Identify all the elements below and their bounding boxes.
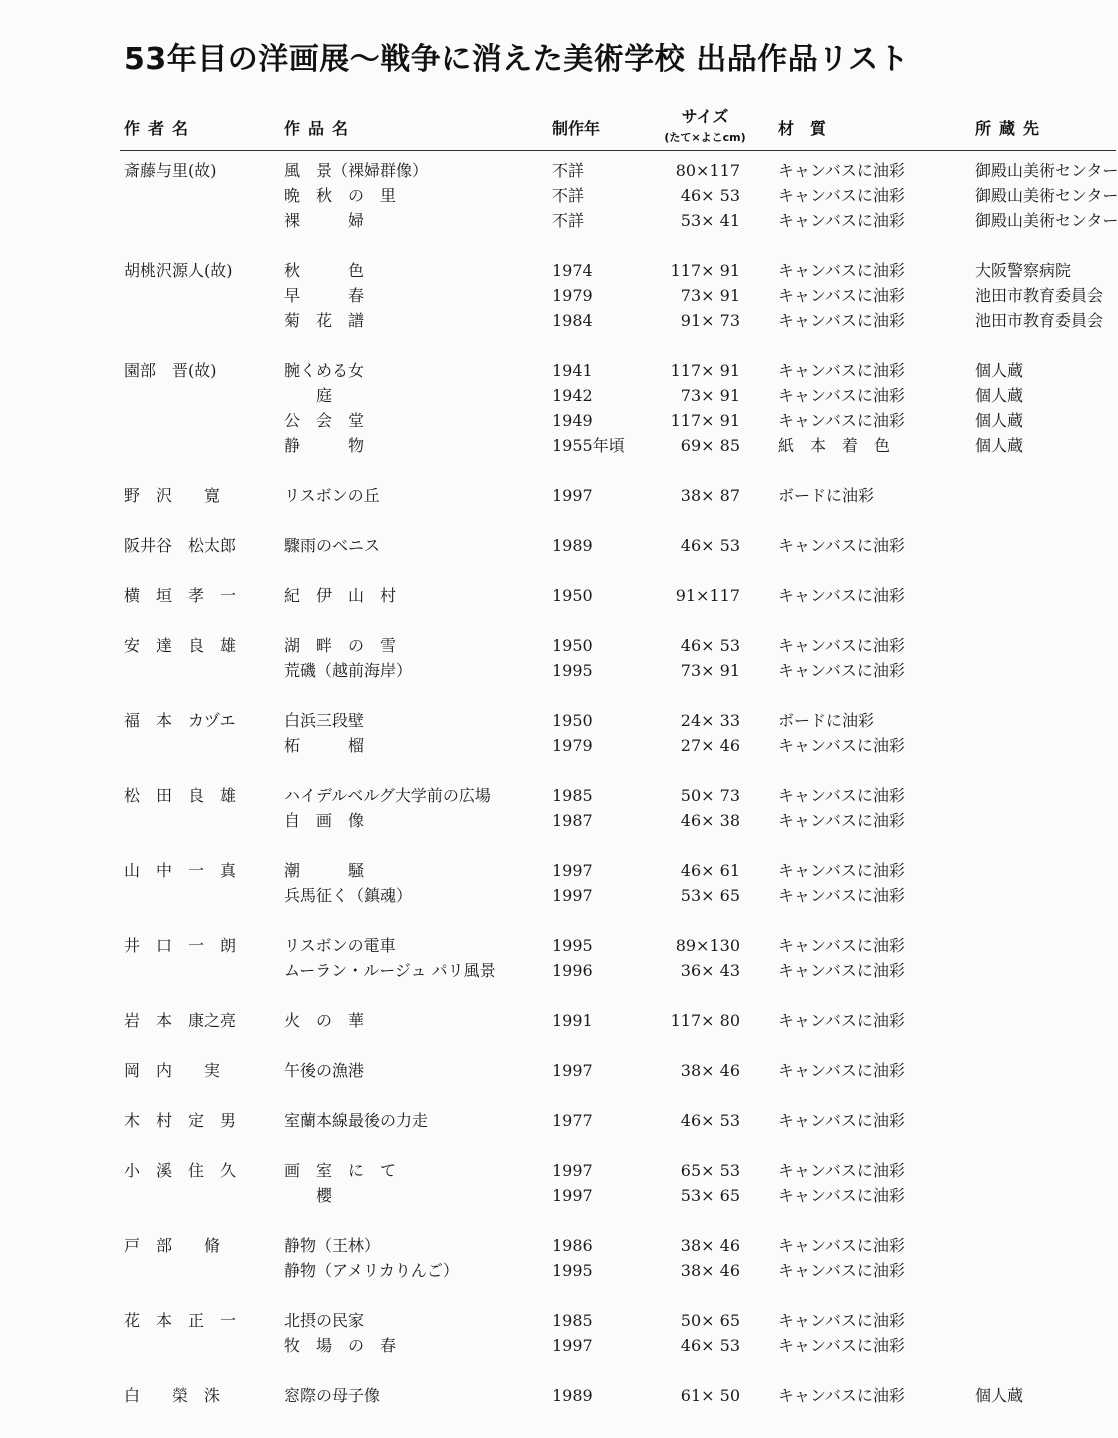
cell-year: 1985 bbox=[552, 1311, 593, 1330]
cell-material: キャンバスに油彩 bbox=[778, 861, 905, 880]
cell-owner: 個人蔵 bbox=[975, 361, 1024, 380]
cell-material: キャンバスに油彩 bbox=[778, 411, 905, 430]
cell-work: リスボンの丘 bbox=[284, 486, 380, 505]
header-material: 材 質 bbox=[778, 119, 827, 138]
cell-material: ボードに油彩 bbox=[778, 486, 875, 505]
cell-artist: 山 中 一 真 bbox=[124, 861, 237, 880]
cell-size: 53× 41 bbox=[680, 211, 740, 230]
cell-year: 1991 bbox=[552, 1011, 593, 1030]
cell-year: 1995 bbox=[552, 936, 593, 955]
cell-owner: 池田市教育委員会 bbox=[975, 286, 1104, 305]
cell-year: 1997 bbox=[552, 886, 593, 905]
cell-size: 117× 80 bbox=[670, 1011, 740, 1030]
cell-work: 潮 騒 bbox=[284, 861, 365, 880]
cell-year: 1979 bbox=[552, 736, 593, 755]
cell-size: 80×117 bbox=[675, 161, 740, 180]
cell-work: 荒磯（越前海岸） bbox=[284, 661, 413, 680]
cell-artist: 木 村 定 男 bbox=[124, 1111, 237, 1130]
table-row bbox=[0, 308, 1118, 333]
cell-work: 庭 bbox=[284, 386, 333, 405]
cell-year: 不詳 bbox=[552, 186, 585, 205]
cell-size: 36× 43 bbox=[680, 961, 740, 980]
cell-work: 火 の 華 bbox=[284, 1011, 365, 1030]
cell-work: 驟雨のベニス bbox=[284, 536, 381, 555]
cell-owner: 個人蔵 bbox=[975, 386, 1024, 405]
cell-material: キャンバスに油彩 bbox=[778, 161, 905, 180]
cell-material: ボードに油彩 bbox=[778, 711, 875, 730]
cell-material: キャンバスに油彩 bbox=[778, 636, 905, 655]
cell-year: 1997 bbox=[552, 1161, 593, 1180]
cell-year: 1979 bbox=[552, 286, 593, 305]
cell-size: 46× 61 bbox=[680, 861, 740, 880]
cell-work: ムーラン・ルージュ パリ風景 bbox=[284, 961, 496, 980]
table-row bbox=[0, 1008, 1118, 1033]
cell-size: 61× 50 bbox=[680, 1386, 740, 1405]
table-row bbox=[0, 933, 1118, 958]
table-row bbox=[0, 883, 1118, 908]
cell-material: キャンバスに油彩 bbox=[778, 586, 905, 605]
cell-year: 1997 bbox=[552, 1061, 593, 1080]
table-row bbox=[0, 433, 1118, 458]
cell-material: キャンバスに油彩 bbox=[778, 961, 905, 980]
page-title: 53年目の洋画展～戦争に消えた美術学校 出品作品リスト bbox=[124, 42, 910, 77]
table-row bbox=[0, 658, 1118, 683]
cell-material: キャンバスに油彩 bbox=[778, 261, 905, 280]
cell-work: 静 物 bbox=[284, 436, 365, 455]
cell-size: 117× 91 bbox=[670, 261, 740, 280]
cell-year: 1995 bbox=[552, 661, 593, 680]
cell-work: 櫻 bbox=[284, 1186, 333, 1205]
table-row bbox=[0, 1158, 1118, 1183]
cell-artist: 戸 部 脩 bbox=[124, 1236, 221, 1255]
cell-material: キャンバスに油彩 bbox=[778, 661, 905, 680]
cell-material: キャンバスに油彩 bbox=[778, 211, 905, 230]
cell-owner: 個人蔵 bbox=[975, 411, 1024, 430]
cell-material: キャンバスに油彩 bbox=[778, 1186, 905, 1205]
cell-year: 1997 bbox=[552, 1186, 593, 1205]
cell-work: 牧 場 の 春 bbox=[284, 1336, 397, 1355]
table-row bbox=[0, 1183, 1118, 1208]
table-row bbox=[0, 1383, 1118, 1408]
cell-size: 46× 38 bbox=[680, 811, 740, 830]
table-row bbox=[0, 1058, 1118, 1083]
cell-artist: 小 溪 住 久 bbox=[124, 1161, 237, 1180]
cell-size: 117× 91 bbox=[670, 411, 740, 430]
cell-size: 27× 46 bbox=[680, 736, 740, 755]
table-row bbox=[0, 283, 1118, 308]
cell-size: 73× 91 bbox=[680, 286, 740, 305]
cell-material: キャンバスに油彩 bbox=[778, 311, 905, 330]
cell-work: 湖 畔 の 雪 bbox=[284, 636, 397, 655]
cell-year: 1941 bbox=[552, 361, 593, 380]
cell-size: 46× 53 bbox=[680, 186, 740, 205]
cell-size: 53× 65 bbox=[680, 886, 740, 905]
cell-size: 53× 65 bbox=[680, 1186, 740, 1205]
cell-size: 50× 73 bbox=[680, 786, 740, 805]
cell-artist: 横 垣 孝 一 bbox=[124, 586, 237, 605]
cell-year: 1955年頃 bbox=[552, 436, 625, 455]
cell-size: 73× 91 bbox=[680, 661, 740, 680]
cell-material: キャンバスに油彩 bbox=[778, 1161, 905, 1180]
cell-material: キャンバスに油彩 bbox=[778, 386, 905, 405]
cell-work: 自 画 像 bbox=[284, 811, 365, 830]
cell-work: ハイデルベルグ大学前の広場 bbox=[284, 786, 491, 805]
table-row bbox=[0, 1233, 1118, 1258]
cell-year: 1942 bbox=[552, 386, 593, 405]
table-row bbox=[0, 408, 1118, 433]
cell-artist: 白 榮 洙 bbox=[124, 1386, 221, 1405]
cell-year: 1989 bbox=[552, 1386, 593, 1405]
cell-year: 1997 bbox=[552, 486, 593, 505]
cell-size: 117× 91 bbox=[670, 361, 740, 380]
cell-material: キャンバスに油彩 bbox=[778, 1311, 905, 1330]
cell-artist: 岡 内 実 bbox=[124, 1061, 221, 1080]
cell-work: 静物（王林） bbox=[284, 1236, 381, 1255]
cell-material: キャンバスに油彩 bbox=[778, 1336, 905, 1355]
cell-owner: 御殿山美術センター bbox=[975, 211, 1118, 230]
cell-artist: 岩 本 康之亮 bbox=[124, 1011, 237, 1030]
header-year: 制作年 bbox=[552, 119, 601, 138]
cell-size: 38× 46 bbox=[680, 1261, 740, 1280]
cell-year: 1987 bbox=[552, 811, 593, 830]
cell-work: 兵馬征く（鎮魂） bbox=[284, 886, 413, 905]
cell-year: 1996 bbox=[552, 961, 593, 980]
table-row bbox=[0, 483, 1118, 508]
cell-owner: 池田市教育委員会 bbox=[975, 311, 1104, 330]
table-row bbox=[0, 533, 1118, 558]
cell-work: 裸 婦 bbox=[284, 211, 365, 230]
table-row bbox=[0, 383, 1118, 408]
cell-owner: 個人蔵 bbox=[975, 1386, 1024, 1405]
cell-material: キャンバスに油彩 bbox=[778, 1011, 905, 1030]
cell-artist: 胡桃沢源人(故) bbox=[124, 261, 233, 280]
table-row bbox=[0, 258, 1118, 283]
cell-year: 1989 bbox=[552, 536, 593, 555]
cell-material: キャンバスに油彩 bbox=[778, 1111, 905, 1130]
cell-size: 46× 53 bbox=[680, 1111, 740, 1130]
cell-work: 晩 秋 の 里 bbox=[284, 186, 397, 205]
cell-year: 1950 bbox=[552, 711, 593, 730]
cell-year: 1997 bbox=[552, 861, 593, 880]
cell-material: キャンバスに油彩 bbox=[778, 536, 905, 555]
cell-size: 91×117 bbox=[675, 586, 740, 605]
cell-material: キャンバスに油彩 bbox=[778, 811, 905, 830]
table-row bbox=[0, 583, 1118, 608]
cell-artist: 安 達 良 雄 bbox=[124, 636, 237, 655]
table-row bbox=[0, 958, 1118, 983]
cell-size: 73× 91 bbox=[680, 386, 740, 405]
table-row bbox=[0, 358, 1118, 383]
cell-work: 菊 花 譜 bbox=[284, 311, 365, 330]
table-row bbox=[0, 633, 1118, 658]
table-row bbox=[0, 783, 1118, 808]
header-work: 作品名 bbox=[284, 119, 357, 138]
cell-size: 46× 53 bbox=[680, 636, 740, 655]
cell-work: 紀 伊 山 村 bbox=[284, 586, 397, 605]
cell-artist: 福 本 カヅエ bbox=[124, 711, 236, 730]
cell-work: 窓際の母子像 bbox=[284, 1386, 381, 1405]
cell-year: 1949 bbox=[552, 411, 593, 430]
cell-material: キャンバスに油彩 bbox=[778, 936, 905, 955]
cell-artist: 斎藤与里(故) bbox=[124, 161, 217, 180]
cell-material: キャンバスに油彩 bbox=[778, 186, 905, 205]
table-row bbox=[0, 1308, 1118, 1333]
cell-material: キャンバスに油彩 bbox=[778, 1386, 905, 1405]
table-row bbox=[0, 858, 1118, 883]
cell-size: 89×130 bbox=[675, 936, 740, 955]
table-row bbox=[0, 808, 1118, 833]
cell-size: 38× 46 bbox=[680, 1061, 740, 1080]
cell-work: 風 景（裸婦群像） bbox=[284, 161, 429, 180]
cell-year: 1984 bbox=[552, 311, 593, 330]
cell-year: 不詳 bbox=[552, 161, 585, 180]
cell-year: 1997 bbox=[552, 1336, 593, 1355]
cell-year: 1985 bbox=[552, 786, 593, 805]
cell-size: 69× 85 bbox=[680, 436, 740, 455]
cell-owner: 個人蔵 bbox=[975, 436, 1024, 455]
cell-artist: 阪井谷 松太郎 bbox=[124, 536, 237, 555]
cell-material: 紙 本 着 色 bbox=[778, 436, 891, 455]
table-row bbox=[0, 158, 1118, 183]
table-row bbox=[0, 183, 1118, 208]
cell-size: 24× 33 bbox=[680, 711, 740, 730]
cell-year: 1974 bbox=[552, 261, 593, 280]
cell-owner: 御殿山美術センター bbox=[975, 186, 1118, 205]
header-size-label: サイズ bbox=[681, 107, 729, 126]
table-row bbox=[0, 708, 1118, 733]
cell-material: キャンバスに油彩 bbox=[778, 361, 905, 380]
header-artist: 作者名 bbox=[124, 119, 197, 138]
cell-year: 1986 bbox=[552, 1236, 593, 1255]
cell-material: キャンバスに油彩 bbox=[778, 1261, 905, 1280]
cell-size: 91× 73 bbox=[680, 311, 740, 330]
cell-owner: 御殿山美術センター bbox=[975, 161, 1118, 180]
cell-artist: 園部 晋(故) bbox=[124, 361, 217, 380]
cell-material: キャンバスに油彩 bbox=[778, 1236, 905, 1255]
cell-material: キャンバスに油彩 bbox=[778, 786, 905, 805]
cell-artist: 井 口 一 朗 bbox=[124, 936, 237, 955]
cell-year: 1995 bbox=[552, 1261, 593, 1280]
cell-work: 白浜三段壁 bbox=[284, 711, 365, 730]
cell-work: 静物（アメリカりんご） bbox=[284, 1261, 459, 1280]
cell-work: 午後の漁港 bbox=[284, 1061, 365, 1080]
cell-size: 65× 53 bbox=[680, 1161, 740, 1180]
cell-work: 室蘭本線最後の力走 bbox=[284, 1111, 429, 1130]
cell-artist: 野 沢 寛 bbox=[124, 486, 221, 505]
cell-work: 柘 榴 bbox=[284, 736, 365, 755]
cell-artist: 花 本 正 一 bbox=[124, 1311, 237, 1330]
cell-material: キャンバスに油彩 bbox=[778, 736, 905, 755]
cell-size: 50× 65 bbox=[680, 1311, 740, 1330]
cell-owner: 大阪警察病院 bbox=[975, 261, 1072, 280]
cell-year: 不詳 bbox=[552, 211, 585, 230]
cell-size: 38× 87 bbox=[680, 486, 740, 505]
header-size-unit: (たて×よこcm) bbox=[664, 131, 746, 144]
cell-year: 1977 bbox=[552, 1111, 593, 1130]
cell-year: 1950 bbox=[552, 586, 593, 605]
header-owner: 所蔵先 bbox=[975, 119, 1048, 138]
cell-size: 38× 46 bbox=[680, 1236, 740, 1255]
table-row bbox=[0, 208, 1118, 233]
cell-work: 画 室 に て bbox=[284, 1161, 397, 1180]
cell-year: 1950 bbox=[552, 636, 593, 655]
table-row bbox=[0, 1258, 1118, 1283]
cell-material: キャンバスに油彩 bbox=[778, 286, 905, 305]
cell-work: 公 会 堂 bbox=[284, 411, 365, 430]
table-row bbox=[0, 733, 1118, 758]
cell-artist: 松 田 良 雄 bbox=[124, 786, 237, 805]
cell-work: 腕くめる女 bbox=[284, 361, 365, 380]
cell-work: 早 春 bbox=[284, 286, 365, 305]
table-row bbox=[0, 1333, 1118, 1358]
table-row bbox=[0, 1108, 1118, 1133]
cell-work: 秋 色 bbox=[284, 261, 365, 280]
cell-work: リスボンの電車 bbox=[284, 936, 396, 955]
cell-material: キャンバスに油彩 bbox=[778, 886, 905, 905]
cell-work: 北摂の民家 bbox=[284, 1311, 365, 1330]
cell-material: キャンバスに油彩 bbox=[778, 1061, 905, 1080]
cell-size: 46× 53 bbox=[680, 1336, 740, 1355]
cell-size: 46× 53 bbox=[680, 536, 740, 555]
